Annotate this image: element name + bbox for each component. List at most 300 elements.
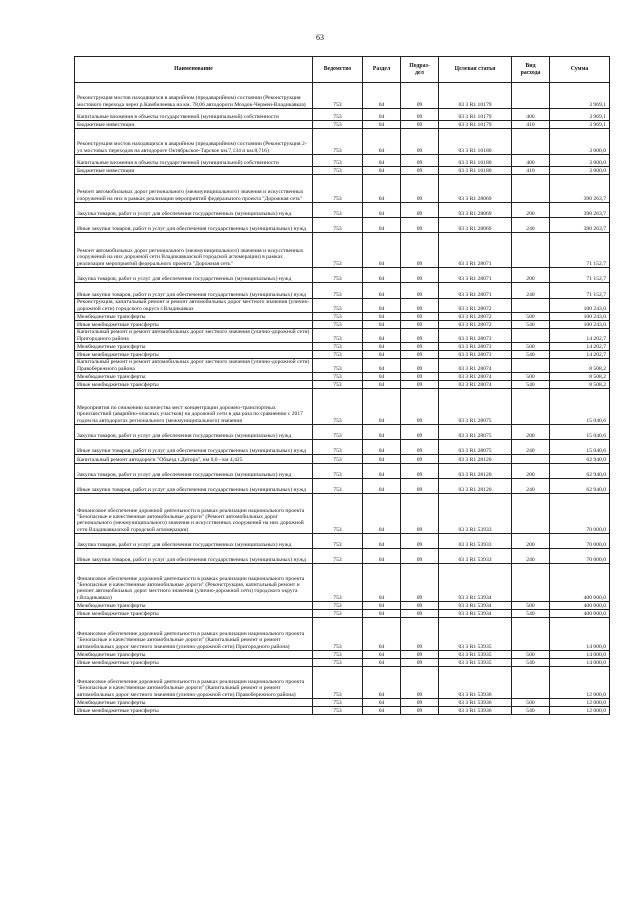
table-row [75, 667, 610, 699]
cell-section: 04 [363, 651, 401, 659]
cell-name: Межбюджетные трансферты [75, 602, 313, 610]
cell-subsection: 09 [401, 233, 439, 268]
cell-sum: 62 940,0 [550, 479, 610, 494]
cell-expense-type: 500 [512, 313, 550, 321]
cell-article: 03 3 R1 28069 [439, 203, 512, 218]
cell-name: Закупка товаров, работ и услуг для обеспечения государственных (муниципальных) нужд [75, 464, 313, 479]
cell-expense-type: 200 [512, 268, 550, 283]
table-row [75, 494, 610, 534]
cell-department: 753 [313, 83, 363, 109]
cell-article: 03 3 R1 28072 [439, 313, 512, 321]
cell-sum: 3 000,0 [550, 155, 610, 167]
cell-department: 753 [313, 203, 363, 218]
cell-expense-type [512, 455, 550, 464]
cell-expense-type: 400 [512, 109, 550, 121]
cell-subsection: 09 [401, 659, 439, 667]
cell-department: 753 [313, 283, 363, 299]
table-row [75, 373, 610, 381]
cell-subsection: 09 [401, 268, 439, 283]
cell-subsection: 09 [401, 564, 439, 602]
cell-subsection: 09 [401, 549, 439, 564]
cell-sum: 8 508,2 [550, 381, 610, 389]
cell-department: 753 [313, 343, 363, 351]
cell-article: 03 3 R1 28075 [439, 389, 512, 425]
cell-name: Иные межбюджетные трансферты [75, 659, 313, 667]
cell-subsection: 09 [401, 373, 439, 381]
table-row [75, 121, 610, 129]
cell-subsection: 09 [401, 329, 439, 343]
cell-article: 03 3 R1 28073 [439, 329, 512, 343]
header-article: Целевая статья [439, 57, 512, 83]
table-row [75, 564, 610, 602]
cell-department: 753 [313, 389, 363, 425]
cell-sum: 70 000,0 [550, 494, 610, 534]
cell-name: Капитальный ремонт и ремонт автомобильных дорог местного значения (улично-дорожной сети) Пригородного района [75, 329, 313, 343]
table-row [75, 707, 610, 715]
cell-sum: 100 243,0 [550, 299, 610, 313]
cell-section: 04 [363, 534, 401, 549]
cell-article: 03 3 R1 28120 [439, 464, 512, 479]
cell-name: Иные закупки товаров, работ и услуг для обеспечения государственных (муниципальных) нужд [75, 283, 313, 299]
cell-name: Иные закупки товаров, работ и услуг для обеспечения государственных (муниципальных) нужд [75, 218, 313, 233]
table-row [75, 699, 610, 707]
table-row [75, 381, 610, 389]
cell-sum: 71 152,7 [550, 268, 610, 283]
cell-sum: 62 940,0 [550, 464, 610, 479]
cell-article: 03 3 R1 28072 [439, 321, 512, 329]
cell-expense-type [512, 564, 550, 602]
cell-expense-type: 400 [512, 155, 550, 167]
cell-sum: 14 000,0 [550, 659, 610, 667]
cell-article: 03 3 R1 53936 [439, 699, 512, 707]
cell-section: 04 [363, 389, 401, 425]
cell-name: Финансовое обеспечение дорожной деятельности в рамках реализации национального проекта "Безопасные и качественные автомобильные дороги" (Капитальный ремонт и ремонт автомобильных дорог местного значения (улично-дорожной сети) Пригородного района) [75, 618, 313, 651]
cell-subsection: 09 [401, 707, 439, 715]
table-row [75, 321, 610, 329]
cell-department: 753 [313, 494, 363, 534]
cell-article: 03 3 R1 53933 [439, 494, 512, 534]
cell-sum: 100 243,0 [550, 313, 610, 321]
cell-subsection: 09 [401, 425, 439, 440]
cell-section: 04 [363, 268, 401, 283]
cell-expense-type: 500 [512, 343, 550, 351]
cell-sum: 3 969,1 [550, 121, 610, 129]
cell-subsection: 09 [401, 699, 439, 707]
cell-sum: 71 152,7 [550, 283, 610, 299]
cell-name: Иные межбюджетные трансферты [75, 351, 313, 359]
table-row [75, 359, 610, 373]
cell-subsection: 09 [401, 299, 439, 313]
cell-sum: 14 202,7 [550, 343, 610, 351]
header-expense-type: Вид расхода [512, 57, 550, 83]
cell-section: 04 [363, 455, 401, 464]
cell-department: 753 [313, 381, 363, 389]
cell-subsection: 09 [401, 83, 439, 109]
cell-expense-type: 540 [512, 707, 550, 715]
cell-sum: 400 000,0 [550, 564, 610, 602]
cell-department: 753 [313, 564, 363, 602]
cell-section: 04 [363, 283, 401, 299]
table-row [75, 425, 610, 440]
cell-section: 04 [363, 175, 401, 203]
cell-subsection: 09 [401, 618, 439, 651]
cell-expense-type: 500 [512, 373, 550, 381]
cell-department: 753 [313, 618, 363, 651]
cell-subsection: 09 [401, 321, 439, 329]
cell-section: 04 [363, 659, 401, 667]
cell-expense-type: 240 [512, 283, 550, 299]
cell-name: Реконструкция мостов находящихся в аварийном (предаварийном) состоянии (Реконструкция мостового перехода через р.Камбилеевка на км. 78,06 автодороги Моздок-Чермен-Владикавказ) [75, 83, 313, 109]
cell-name: Межбюджетные трансферты [75, 313, 313, 321]
cell-subsection: 09 [401, 651, 439, 659]
cell-name: Бюджетные инвестиции [75, 121, 313, 129]
cell-section: 04 [363, 699, 401, 707]
cell-section: 04 [363, 351, 401, 359]
cell-section: 04 [363, 233, 401, 268]
cell-subsection: 09 [401, 667, 439, 699]
cell-expense-type: 240 [512, 479, 550, 494]
cell-department: 753 [313, 167, 363, 175]
table-row [75, 351, 610, 359]
table-row [75, 659, 610, 667]
table-row [75, 109, 610, 121]
cell-expense-type [512, 667, 550, 699]
cell-expense-type: 540 [512, 659, 550, 667]
cell-subsection: 09 [401, 534, 439, 549]
cell-section: 04 [363, 321, 401, 329]
cell-name: Закупка товаров, работ и услуг для обеспечения государственных (муниципальных) нужд [75, 425, 313, 440]
cell-sum: 14 000,0 [550, 618, 610, 651]
cell-subsection: 09 [401, 389, 439, 425]
cell-sum: 3 000,0 [550, 167, 610, 175]
cell-sum: 8 508,2 [550, 359, 610, 373]
cell-section: 04 [363, 373, 401, 381]
cell-section: 04 [363, 440, 401, 455]
cell-article: 03 3 R1 28071 [439, 283, 512, 299]
cell-expense-type [512, 389, 550, 425]
cell-name: Финансовое обеспечение дорожной деятельности в рамках реализации национального проекта "Безопасные и качественные автомобильные дороги" (Ремонт автомобильных дорог регионального (межмуниципального) значения и искусственных сооружений на них дорожной сети Владикавказской городской агломерации) [75, 494, 313, 534]
cell-sum: 14 202,7 [550, 329, 610, 343]
cell-name: Капитальные вложения в объекты государственной (муниципальной) собственности [75, 155, 313, 167]
cell-department: 753 [313, 351, 363, 359]
cell-subsection: 09 [401, 359, 439, 373]
cell-department: 753 [313, 313, 363, 321]
header-section: Раздел [363, 57, 401, 83]
table-row [75, 440, 610, 455]
page-number: 63 [316, 33, 324, 42]
cell-expense-type: 500 [512, 651, 550, 659]
cell-department: 753 [313, 359, 363, 373]
cell-expense-type: 240 [512, 218, 550, 233]
cell-expense-type: 500 [512, 699, 550, 707]
table-header-row [75, 57, 610, 83]
cell-section: 04 [363, 155, 401, 167]
cell-article: 03 3 R1 28071 [439, 268, 512, 283]
table-row [75, 175, 610, 203]
cell-expense-type [512, 233, 550, 268]
cell-article: 03 3 R1 28120 [439, 479, 512, 494]
cell-department: 753 [313, 109, 363, 121]
cell-department: 753 [313, 464, 363, 479]
cell-name: Межбюджетные трансферты [75, 373, 313, 381]
cell-department: 753 [313, 121, 363, 129]
cell-name: Межбюджетные трансферты [75, 699, 313, 707]
cell-section: 04 [363, 218, 401, 233]
table-row [75, 268, 610, 283]
cell-expense-type [512, 618, 550, 651]
cell-article: 03 3 R1 53934 [439, 610, 512, 618]
cell-subsection: 09 [401, 479, 439, 494]
cell-sum: 400 000,0 [550, 610, 610, 618]
cell-department: 753 [313, 268, 363, 283]
cell-name: Иные межбюджетные трансферты [75, 321, 313, 329]
cell-article: 03 3 R1 28072 [439, 299, 512, 313]
cell-department: 753 [313, 175, 363, 203]
cell-article: 03 3 R1 53935 [439, 651, 512, 659]
cell-section: 04 [363, 494, 401, 534]
cell-expense-type [512, 494, 550, 534]
cell-department: 753 [313, 299, 363, 313]
table-row [75, 464, 610, 479]
cell-article: 03 3 R1 53936 [439, 667, 512, 699]
cell-department: 753 [313, 455, 363, 464]
cell-subsection: 09 [401, 167, 439, 175]
cell-department: 753 [313, 699, 363, 707]
cell-sum: 390 263,7 [550, 175, 610, 203]
table-row [75, 83, 610, 109]
table-row [75, 155, 610, 167]
cell-article: 03 3 R1 53935 [439, 659, 512, 667]
cell-expense-type [512, 329, 550, 343]
cell-sum: 14 202,7 [550, 351, 610, 359]
table-row [75, 233, 610, 268]
cell-sum: 70 000,0 [550, 534, 610, 549]
cell-section: 04 [363, 329, 401, 343]
cell-subsection: 09 [401, 313, 439, 321]
cell-subsection: 09 [401, 440, 439, 455]
table-row [75, 602, 610, 610]
cell-subsection: 09 [401, 203, 439, 218]
cell-name: Капитальные вложения в объекты государственной (муниципальной) собственности [75, 109, 313, 121]
cell-subsection: 09 [401, 155, 439, 167]
table-row [75, 479, 610, 494]
cell-name: Иные межбюджетные трансферты [75, 707, 313, 715]
cell-department: 753 [313, 610, 363, 618]
table-row [75, 283, 610, 299]
cell-sum: 15 040,6 [550, 389, 610, 425]
header-subsection: Подраз- дел [401, 57, 439, 83]
cell-section: 04 [363, 564, 401, 602]
cell-expense-type: 410 [512, 167, 550, 175]
cell-section: 04 [363, 109, 401, 121]
table-row [75, 618, 610, 651]
cell-expense-type [512, 175, 550, 203]
cell-department: 753 [313, 549, 363, 564]
cell-section: 04 [363, 83, 401, 109]
cell-sum: 3 969,1 [550, 109, 610, 121]
cell-expense-type: 410 [512, 121, 550, 129]
cell-sum: 390 263,7 [550, 203, 610, 218]
cell-department: 753 [313, 233, 363, 268]
cell-subsection: 09 [401, 455, 439, 464]
cell-section: 04 [363, 602, 401, 610]
header-name: Наименование [75, 57, 313, 83]
header-department: Ведомство [313, 57, 363, 83]
cell-name: Капитальный ремонт и ремонт автомобильных дорог местного значения (улично-дорожной сети) Правобережного района [75, 359, 313, 373]
cell-article: 03 3 R1 10179 [439, 83, 512, 109]
cell-section: 04 [363, 381, 401, 389]
cell-sum: 15 040,6 [550, 425, 610, 440]
cell-name: Финансовое обеспечение дорожной деятельности в рамках реализации национального проекта "Безопасные и качественные автомобильные дороги" (Реконструкция, капитальный ремонт и ремонт автомобильных дорог местного значения (улично-дорожной сети) городского округа г.Владикавказ) [75, 564, 313, 602]
cell-subsection: 09 [401, 283, 439, 299]
cell-section: 04 [363, 203, 401, 218]
cell-department: 753 [313, 321, 363, 329]
cell-subsection: 09 [401, 381, 439, 389]
cell-department: 753 [313, 479, 363, 494]
table-row [75, 455, 610, 464]
cell-subsection: 09 [401, 218, 439, 233]
cell-department: 753 [313, 602, 363, 610]
cell-department: 753 [313, 667, 363, 699]
cell-section: 04 [363, 707, 401, 715]
table-row [75, 329, 610, 343]
cell-article: 03 3 R1 10180 [439, 155, 512, 167]
table-row [75, 299, 610, 313]
cell-expense-type: 200 [512, 425, 550, 440]
cell-subsection: 09 [401, 464, 439, 479]
cell-sum: 12 000,0 [550, 707, 610, 715]
cell-name: Иные закупки товаров, работ и услуг для обеспечения государственных (муниципальных) нужд [75, 479, 313, 494]
cell-name: Иные закупки товаров, работ и услуг для обеспечения государственных (муниципальных) нужд [75, 549, 313, 564]
cell-sum: 70 000,0 [550, 549, 610, 564]
cell-subsection: 09 [401, 129, 439, 155]
cell-article: 03 3 R1 28074 [439, 373, 512, 381]
cell-department: 753 [313, 707, 363, 715]
cell-name: Межбюджетные трансферты [75, 651, 313, 659]
cell-sum: 3 969,1 [550, 83, 610, 109]
cell-section: 04 [363, 299, 401, 313]
cell-subsection: 09 [401, 610, 439, 618]
table-row [75, 534, 610, 549]
cell-article: 03 3 R1 53934 [439, 564, 512, 602]
cell-name: Иные межбюджетные трансферты [75, 381, 313, 389]
cell-sum: 12 000,0 [550, 699, 610, 707]
cell-subsection: 09 [401, 175, 439, 203]
cell-department: 753 [313, 440, 363, 455]
table-row [75, 218, 610, 233]
table-row [75, 129, 610, 155]
budget-table [74, 56, 610, 715]
cell-expense-type: 200 [512, 534, 550, 549]
cell-article: 03 3 R1 10180 [439, 129, 512, 155]
cell-department: 753 [313, 425, 363, 440]
cell-expense-type [512, 129, 550, 155]
cell-sum: 3 000,0 [550, 129, 610, 155]
cell-sum: 15 040,6 [550, 440, 610, 455]
cell-expense-type: 540 [512, 610, 550, 618]
cell-sum: 71 152,7 [550, 233, 610, 268]
cell-expense-type: 240 [512, 440, 550, 455]
cell-name: Мероприятия по снижению количества мест концентрации дорожно-транспортных происшествий (аварийно-опасных участков) на дорожной сети в два раза по сравнению с 2017 годом на автодорогах регионального (межмуниципального) значения [75, 389, 313, 425]
cell-department: 753 [313, 155, 363, 167]
cell-article: 03 3 R1 10179 [439, 121, 512, 129]
cell-article: 03 3 R1 28074 [439, 359, 512, 373]
cell-name: Ремонт автомобильных дорог регионального (межмуниципального) значения и искусственных сооружений на них в рамках реализации мероприятий федерального проекта "Дорожная сеть" [75, 175, 313, 203]
cell-department: 753 [313, 218, 363, 233]
cell-name: Капитальный ремонт автодороги "Объезд г.Дигора", км 0,0 - км 4,425 [75, 455, 313, 464]
cell-subsection: 09 [401, 494, 439, 534]
table-row [75, 343, 610, 351]
cell-subsection: 09 [401, 343, 439, 351]
cell-article: 03 3 R1 28071 [439, 233, 512, 268]
cell-expense-type: 540 [512, 381, 550, 389]
cell-section: 04 [363, 167, 401, 175]
cell-article: 03 3 R1 53936 [439, 707, 512, 715]
cell-section: 04 [363, 464, 401, 479]
cell-section: 04 [363, 343, 401, 351]
cell-expense-type: 200 [512, 464, 550, 479]
cell-article: 03 3 R1 53934 [439, 602, 512, 610]
cell-department: 753 [313, 659, 363, 667]
cell-name: Закупка товаров, работ и услуг для обеспечения государственных (муниципальных) нужд [75, 268, 313, 283]
cell-department: 753 [313, 373, 363, 381]
cell-subsection: 09 [401, 109, 439, 121]
cell-name: Реконструкция мостов находящихся в аварийном (предаварийном) состоянии (Реконструкция 2-ух мостовых переходов на автодороге Октябрьское-Тарское км.7,134 и км.8,716) [75, 129, 313, 155]
table-row [75, 203, 610, 218]
cell-sum: 14 000,0 [550, 651, 610, 659]
table-row [75, 610, 610, 618]
cell-section: 04 [363, 121, 401, 129]
cell-article: 03 3 R1 28120 [439, 455, 512, 464]
table-row [75, 549, 610, 564]
cell-sum: 12 000,0 [550, 667, 610, 699]
cell-section: 04 [363, 610, 401, 618]
table-row [75, 313, 610, 321]
cell-expense-type [512, 83, 550, 109]
cell-department: 753 [313, 651, 363, 659]
cell-article: 03 3 R1 28075 [439, 440, 512, 455]
table-body [75, 83, 610, 715]
cell-article: 03 3 R1 28073 [439, 351, 512, 359]
cell-sum: 400 000,0 [550, 602, 610, 610]
cell-article: 03 3 R1 28073 [439, 343, 512, 351]
cell-name: Иные закупки товаров, работ и услуг для обеспечения государственных (муниципальных) нужд [75, 440, 313, 455]
table-row [75, 389, 610, 425]
cell-section: 04 [363, 129, 401, 155]
cell-department: 753 [313, 129, 363, 155]
cell-subsection: 09 [401, 351, 439, 359]
cell-expense-type: 540 [512, 321, 550, 329]
cell-section: 04 [363, 667, 401, 699]
cell-section: 04 [363, 549, 401, 564]
cell-section: 04 [363, 479, 401, 494]
cell-sum: 390 263,7 [550, 218, 610, 233]
cell-article: 03 3 R1 28069 [439, 175, 512, 203]
cell-expense-type: 240 [512, 549, 550, 564]
cell-sum: 62 940,0 [550, 455, 610, 464]
cell-department: 753 [313, 329, 363, 343]
cell-name: Закупка товаров, работ и услуг для обеспечения государственных (муниципальных) нужд [75, 534, 313, 549]
cell-name: Бюджетные инвестиции [75, 167, 313, 175]
cell-section: 04 [363, 359, 401, 373]
cell-expense-type [512, 359, 550, 373]
cell-article: 03 3 R1 53935 [439, 618, 512, 651]
cell-name: Финансовое обеспечение дорожной деятельности в рамках реализации национального проекта "Безопасные и качественные автомобильные дороги" (Капитальный ремонт и ремонт автомобильных дорог местного значения (улично-дорожной сети) Правобережного района) [75, 667, 313, 699]
cell-article: 03 3 R1 10180 [439, 167, 512, 175]
header-sum: Сумма [550, 57, 610, 83]
cell-expense-type: 540 [512, 351, 550, 359]
cell-expense-type: 500 [512, 602, 550, 610]
